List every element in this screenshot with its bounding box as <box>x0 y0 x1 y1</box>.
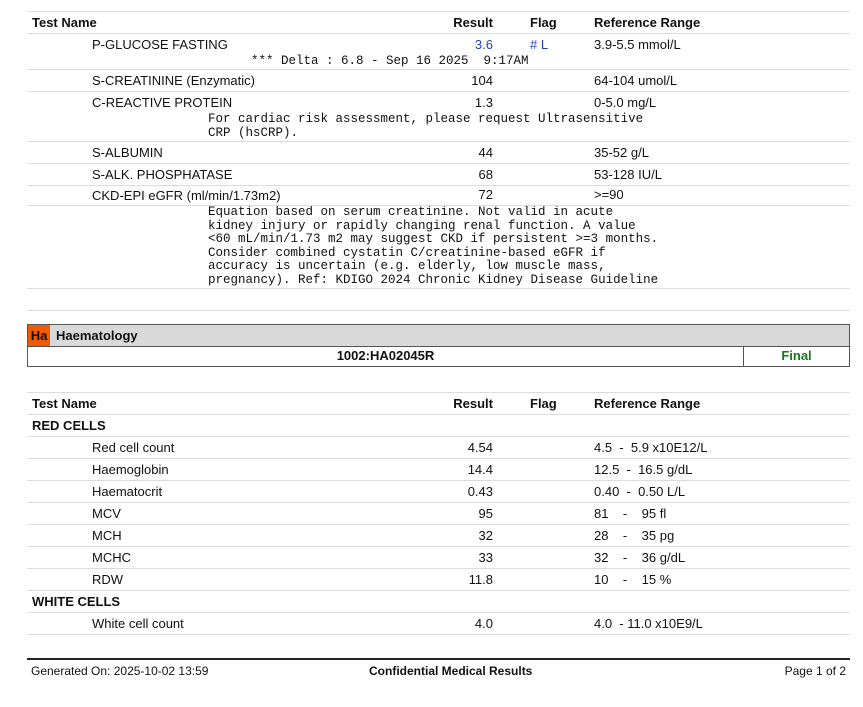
test-result: 4.54 <box>467 440 493 455</box>
group-label: RED CELLS <box>32 418 106 433</box>
col-result: Result <box>453 15 493 30</box>
col-flag: Flag <box>530 15 557 30</box>
column-header-row <box>27 11 850 34</box>
col-flag: Flag <box>530 396 557 411</box>
page-number: Page 1 of 2 <box>784 664 846 678</box>
test-result: 4.0 <box>474 616 493 631</box>
crp-note: For cardiac risk assessment, please request Ultrasensitive CRP (hsCRP). <box>208 112 644 140</box>
table-row <box>27 525 850 547</box>
test-reference: 53-128 IU/L <box>594 167 662 182</box>
test-result: 68 <box>478 167 493 182</box>
confidential-label: Confidential Medical Results <box>369 664 533 678</box>
table-row <box>27 92 850 113</box>
test-result: 32 <box>478 528 493 543</box>
test-name: C-REACTIVE PROTEIN <box>92 95 233 110</box>
test-result: 11.8 <box>468 572 493 587</box>
test-result: 14.4 <box>467 462 493 477</box>
test-name: S-CREATININE (Enzymatic) <box>92 73 255 88</box>
test-reference: >=90 <box>594 187 624 202</box>
test-result: 104 <box>471 73 493 88</box>
generated-on: Generated On: 2025-10-02 13:59 <box>31 664 209 678</box>
table-row <box>27 547 850 569</box>
test-name: S-ALK. PHOSPHATASE <box>92 167 233 182</box>
test-reference: 4.0 - 11.0 x10E9/L <box>594 616 703 631</box>
table-row <box>27 437 850 459</box>
group-header-red-cells <box>27 415 850 437</box>
table-row <box>27 186 850 206</box>
delta-note-row <box>27 55 850 70</box>
test-result: 33 <box>478 550 493 565</box>
col-reference: Reference Range <box>594 15 701 30</box>
test-reference: 0.40 - 0.50 L/L <box>594 484 686 499</box>
test-name: RDW <box>92 572 124 587</box>
test-name: Haemoglobin <box>92 462 169 477</box>
table-row <box>27 569 850 591</box>
biochemistry-results <box>27 11 850 311</box>
table-row <box>27 164 850 186</box>
spacer-row <box>27 289 850 311</box>
test-reference: 12.5 - 16.5 g/dL <box>594 462 693 477</box>
table-row <box>27 142 850 164</box>
table-row <box>27 503 850 525</box>
table-row <box>27 481 850 503</box>
table-row <box>27 459 850 481</box>
test-flag: # L <box>530 37 549 52</box>
test-reference: 64-104 umol/L <box>594 73 678 88</box>
lab-id: 1002:HA02045R <box>336 348 435 363</box>
test-reference: 35-52 g/L <box>594 145 649 160</box>
test-result: 44 <box>478 145 493 160</box>
test-result: 72 <box>478 187 493 202</box>
table-row <box>27 613 850 635</box>
crp-note-row <box>27 113 850 142</box>
page-footer <box>27 658 850 686</box>
col-test-name: Test Name <box>32 396 97 411</box>
egfr-note-row <box>27 206 850 289</box>
section-header-haematology <box>27 324 850 347</box>
test-result: 0.43 <box>467 484 493 499</box>
test-reference: 4.5 - 5.9 x10E12/L <box>594 440 708 455</box>
test-reference: 10 - 15 % <box>594 572 672 587</box>
delta-note: *** Delta : 6.8 - Sep 16 2025 9:17AM <box>251 54 529 68</box>
test-result: 3.6 <box>474 37 493 52</box>
col-test-name: Test Name <box>32 15 97 30</box>
table-row <box>27 70 850 92</box>
status-badge: Final <box>781 348 812 363</box>
test-name: S-ALBUMIN <box>92 145 163 160</box>
haematology-results <box>27 392 850 635</box>
group-header-white-cells <box>27 591 850 613</box>
section-badge: Ha <box>28 325 50 346</box>
test-reference: 81 - 95 fl <box>594 506 667 521</box>
test-result: 1.3 <box>474 95 493 110</box>
test-name: P-GLUCOSE FASTING <box>92 37 228 52</box>
test-reference: 3.9-5.5 mmol/L <box>594 37 681 52</box>
test-name: Red cell count <box>92 440 175 455</box>
test-name: MCH <box>92 528 122 543</box>
section-title: Haematology <box>56 328 138 343</box>
test-name: Haematocrit <box>92 484 163 499</box>
test-name: CKD-EPI eGFR (ml/min/1.73m2) <box>92 188 281 203</box>
col-result: Result <box>453 396 493 411</box>
col-reference: Reference Range <box>594 396 701 411</box>
egfr-note: Equation based on serum creatinine. Not valid in acute kidney injury or rapidly changing renal function. A value <60 mL/min/1.73 m2 may suggest CKD if persistent >=3 months. Consider combined cystatin C/creatinine-based eGFR if accuracy is uncertain (e.g. elderly, low muscle mass, pregnancy). Ref: KDIGO 2024 Chronic Kidney Disease Guideline <box>208 205 659 287</box>
group-label: WHITE CELLS <box>32 594 121 609</box>
test-name: MCV <box>92 506 121 521</box>
test-reference: 28 - 35 pg <box>594 528 675 543</box>
table-row <box>27 34 850 55</box>
test-reference: 0-5.0 mg/L <box>594 95 657 110</box>
test-name: White cell count <box>92 616 184 631</box>
test-result: 95 <box>478 506 493 521</box>
lab-id-row <box>27 346 850 367</box>
test-name: MCHC <box>92 550 131 565</box>
test-reference: 32 - 36 g/dL <box>594 550 686 565</box>
column-header-row <box>27 392 850 415</box>
